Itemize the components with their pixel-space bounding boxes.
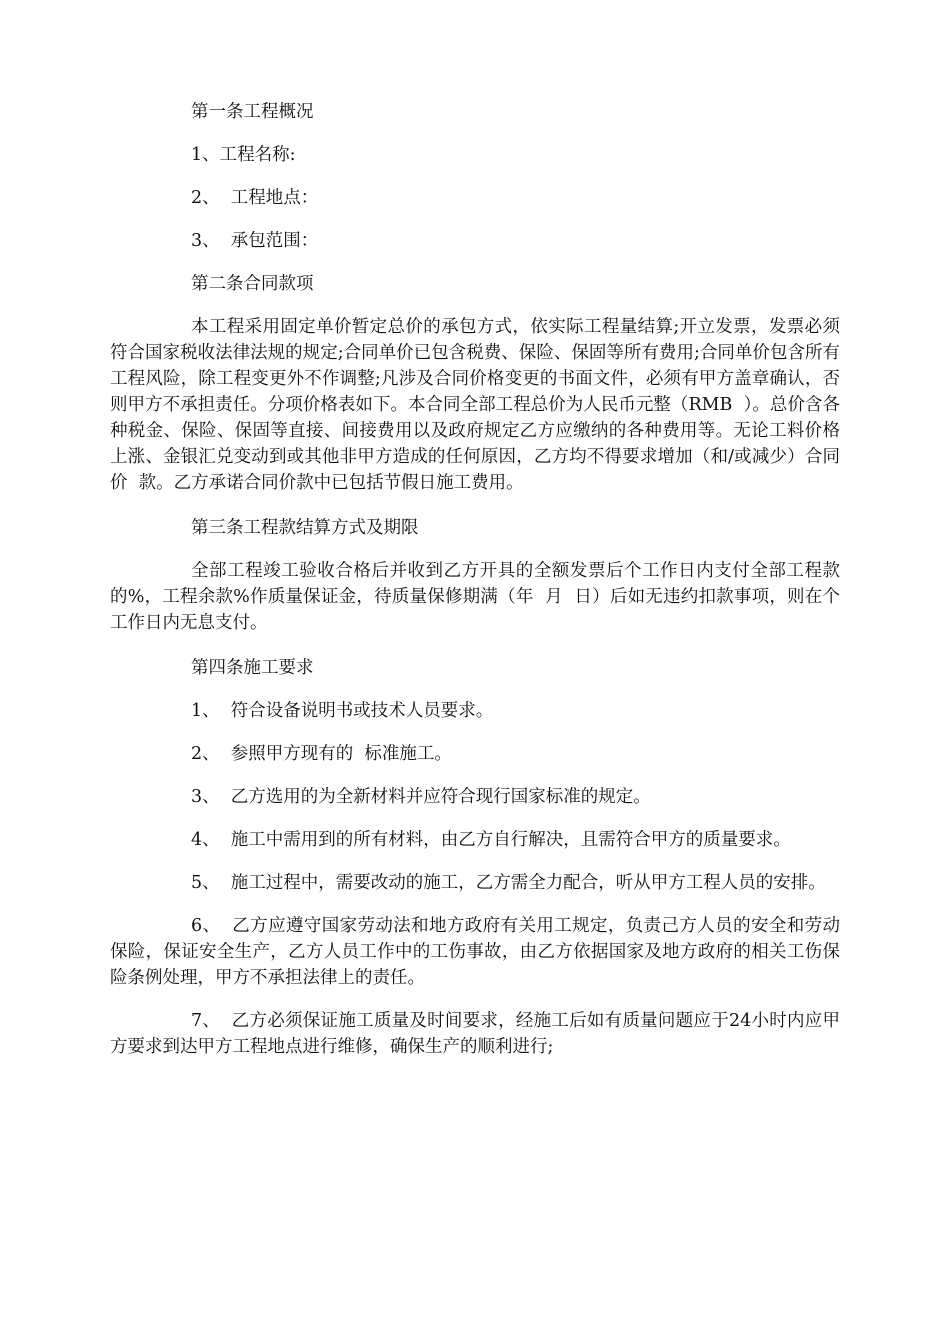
article-3-heading: 第三条工程款结算方式及期限 bbox=[191, 518, 419, 538]
article-1-item-1: 1、工程名称: bbox=[191, 145, 296, 165]
article-4-item-5: 5、 施工过程中，需要改动的施工，乙方需全力配合，听从甲方工程人员的安排。 bbox=[191, 873, 826, 893]
contract-page bbox=[110, 99, 840, 1077]
article-4-item-2: 2、 参照甲方现有的 标准施工。 bbox=[191, 744, 452, 764]
article-4-item-3: 3、 乙方选用的为全新材料并应符合现行国家标准的规定。 bbox=[191, 787, 651, 807]
article-2-body: 本工程采用固定单价暂定总价的承包方式，依实际工程量结算;开立发票，发票必须符合国家税收法律法规的规定;合同单价已包含税费、保险、保固等所有费用;合同单价包含所有工程风险，除工程变更外不作调整;凡涉及合同价格变更的书面文件，必须有甲方盖章确认，否则甲方不承担责任。分项价格表如下。本合同全部工程总价为人民币元整（RMB ）。总价含各种税金、保险、保固等直接、间接费用以及政府规定乙方应缴纳的各种费用等。无论工料价格上涨、金银汇兑变动到或其他非甲方造成的任何原因，乙方均不得要求增加（和/或减少）合同价 款。乙方承诺合同价款中已包括节假日施工费用。 bbox=[110, 317, 840, 493]
article-1-item-2: 2、 工程地点： bbox=[191, 188, 319, 208]
article-4-item-7: 7、 乙方必须保证施工质量及时间要求，经施工后如有质量问题应于24小时内应甲方要求到达甲方工程地点进行维修，确保生产的顺利进行; bbox=[110, 1011, 840, 1057]
article-4-item-4: 4、 施工中需用到的所有材料，由乙方自行解决，且需符合甲方的质量要求。 bbox=[191, 830, 791, 850]
article-3-body: 全部工程竣工验收合格后并收到乙方开具的全额发票后个工作日内支付全部工程款的%，工程余款%作质量保证金，待质量保修期满（年 月 日）后如无违约扣款事项，则在个工作日内无息支付。 bbox=[110, 561, 840, 633]
article-4-item-1: 1、 符合设备说明书或技术人员要求。 bbox=[191, 701, 494, 721]
article-4-heading: 第四条施工要求 bbox=[191, 658, 314, 678]
article-2-heading: 第二条合同款项 bbox=[191, 274, 314, 294]
article-4-item-6: 6、 乙方应遵守国家劳动法和地方政府有关用工规定，负责己方人员的安全和劳动保险，保证安全生产，乙方人员工作中的工伤事故，由乙方依据国家及地方政府的相关工伤保险条例处理，甲方不承担法律上的责任。 bbox=[110, 916, 840, 988]
article-1-heading: 第一条工程概况 bbox=[191, 102, 314, 122]
article-1-item-3: 3、 承包范围： bbox=[191, 231, 319, 251]
